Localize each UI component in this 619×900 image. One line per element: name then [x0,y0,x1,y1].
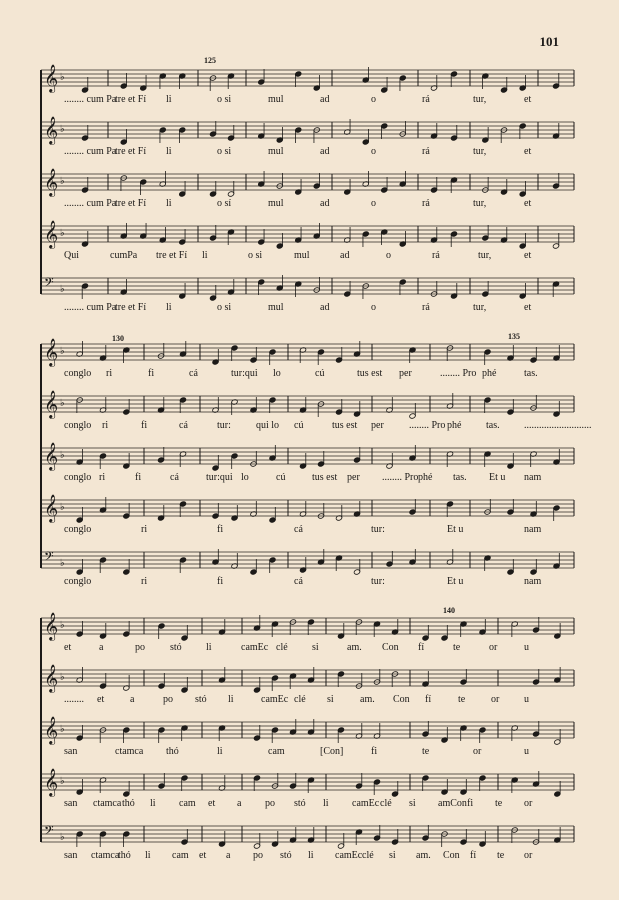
lyrics-line [38,798,574,812]
lyric-syllable: si [389,850,396,861]
lyric-syllable: san [64,850,78,861]
page-number: 101 [539,34,559,49]
lyric-syllable: cá [294,524,303,535]
bass-clef-icon: 𝄢 [44,823,54,841]
flat-key-signature-icon: ♭ [60,398,65,409]
lyric-syllable: ad [320,302,330,313]
lyric-syllable: cú [315,368,325,379]
treble-clef-icon: 𝄞 [44,64,59,92]
lyric-syllable: Et u [447,524,464,535]
lyric-syllable: conglo [64,420,92,431]
treble-clef-icon: 𝄞 [44,168,59,196]
lyric-syllable: ad [340,250,350,261]
lyric-syllable: nam [524,472,542,483]
lyric-syllable: cam [268,746,285,757]
lyric-syllable: cam [172,850,189,861]
lyric-syllable: o [371,94,376,105]
lyric-syllable: mul [268,302,284,313]
lyric-syllable: tre et Fí [115,198,147,209]
lyric-syllable: fi [148,368,155,379]
lyrics-line [38,368,574,382]
lyric-syllable: stó [294,798,306,809]
lyric-syllable: ri [99,472,106,483]
lyric-syllable: li [323,798,329,809]
lyric-syllable: am. [416,850,431,861]
lyric-syllable: li [217,746,223,757]
lyric-syllable: tre et Fí [156,250,188,261]
lyric-syllable: ........ Pro [382,472,419,483]
flat-key-signature-icon: ♭ [60,724,65,735]
staff-lines [38,600,574,850]
lyrics-line [38,694,574,708]
lyric-syllable: san [64,798,78,809]
lyric-syllable: fi [217,576,224,587]
lyric-syllable: am. [347,642,362,653]
lyric-syllable: et [524,94,532,105]
flat-key-signature-icon: ♭ [60,832,65,843]
lyric-syllable: mul [268,198,284,209]
lyric-syllable: or [524,798,533,809]
lyric-syllable: rá [422,198,430,209]
lyric-syllable: camEc [241,642,269,653]
lyric-syllable: or [489,642,498,653]
lyric-syllable: stó [195,694,207,705]
lyric-syllable: lo [241,472,249,483]
measure-number: 130 [112,334,124,343]
lyric-syllable: conglo [64,576,92,587]
lyric-syllable: stó [170,642,182,653]
lyric-syllable: li [145,850,151,861]
lyric-syllable: mul [294,250,310,261]
lyrics-line [38,94,574,108]
lyric-syllable: u [524,746,529,757]
treble-clef-icon: 𝄞 [44,664,59,692]
lyric-syllable: ad [320,146,330,157]
lyric-syllable: po [163,694,173,705]
lyric-syllable: po [253,850,263,861]
lyric-syllable: per [371,420,384,431]
lyric-syllable: ........ [64,694,84,705]
lyric-syllable: ........ cum Pa [64,302,117,313]
lyric-syllable: clé [380,798,392,809]
lyric-syllable: cam [179,798,196,809]
lyric-syllable: [Con] [320,746,344,757]
lyric-syllable: nam [524,524,542,535]
lyric-syllable: thó [166,746,179,757]
measure-number: 125 [204,56,216,65]
lyric-syllable: cumPa [110,250,138,261]
lyrics-line [38,472,574,486]
lyric-syllable: li [202,250,208,261]
flat-key-signature-icon: ♭ [60,284,65,295]
treble-clef-icon: 𝄞 [44,612,59,640]
lyric-syllable: ad [320,198,330,209]
lyric-syllable: rá [432,250,440,261]
lyric-syllable: ri [141,524,148,535]
lyric-syllable: tus est [332,420,358,431]
lyric-syllable: camEc [335,850,363,861]
lyric-syllable: Qui [64,250,79,261]
lyric-syllable: te [497,850,505,861]
lyric-syllable: li [166,146,172,157]
lyric-syllable: cú [294,420,304,431]
treble-clef-icon: 𝄞 [44,716,59,744]
measure-number: 140 [443,606,455,615]
flat-key-signature-icon: ♭ [60,620,65,631]
lyric-syllable: rá [422,302,430,313]
lyric-syllable: et [524,250,532,261]
lyric-syllable: qui lo [256,420,280,431]
lyric-syllable: fi [217,524,224,535]
lyric-syllable: ctamca [91,850,120,861]
lyric-syllable: tas. [486,420,500,431]
lyric-syllable: conglo [64,524,92,535]
lyric-syllable: per [399,368,412,379]
lyric-syllable: o [386,250,391,261]
lyric-syllable: li [228,694,234,705]
lyric-syllable: cá [170,472,179,483]
lyric-syllable: u [524,642,529,653]
lyric-syllable: te [495,798,503,809]
lyric-syllable: et [524,146,532,157]
lyric-syllable: o [371,146,376,157]
bass-clef-icon: 𝄢 [44,549,54,567]
lyric-syllable: tur, [473,146,487,157]
lyric-syllable: fí [418,642,425,653]
lyric-syllable: clé [294,694,306,705]
lyrics-line [38,642,574,656]
lyrics-line [38,302,574,316]
lyric-syllable: si [327,694,334,705]
flat-key-signature-icon: ♭ [60,124,65,135]
lyric-syllable: clé [362,850,374,861]
lyric-syllable: or [473,746,482,757]
flat-key-signature-icon: ♭ [60,228,65,239]
lyrics-line [38,250,574,264]
lyric-syllable: phé [482,368,497,379]
lyrics-line [38,746,574,760]
lyric-syllable: o si [217,302,232,313]
flat-key-signature-icon: ♭ [60,502,65,513]
lyric-syllable: ctamca [93,798,122,809]
lyric-syllable: fi [467,798,474,809]
lyric-syllable: Et u [489,472,506,483]
lyric-syllable: ri [141,576,148,587]
lyric-syllable: thó [118,850,131,861]
lyric-syllable: tur, [473,198,487,209]
lyric-syllable: li [150,798,156,809]
treble-clef-icon: 𝄞 [44,768,59,796]
lyric-syllable: tur: [371,524,385,535]
lyric-syllable: li [166,198,172,209]
lyric-syllable: Con [382,642,399,653]
lyric-syllable: cú [276,472,286,483]
lyric-syllable: camEc [261,694,289,705]
lyrics-line [38,198,574,212]
lyric-syllable: a [130,694,135,705]
lyric-syllable: li [166,302,172,313]
lyric-syllable: mul [268,94,284,105]
flat-key-signature-icon: ♭ [60,346,65,357]
lyric-syllable: nam [524,576,542,587]
lyric-syllable: san [64,746,78,757]
lyric-syllable: fi [371,746,378,757]
treble-clef-icon: 𝄞 [44,442,59,470]
lyric-syllable: li [308,850,314,861]
lyric-syllable: ........ cum Pa [64,94,117,105]
lyric-syllable: tre et Fí [115,94,147,105]
lyric-syllable: tus est [312,472,338,483]
lyric-syllable: o si [217,94,232,105]
lyric-syllable: o si [217,146,232,157]
lyric-syllable: li [166,94,172,105]
treble-clef-icon: 𝄞 [44,390,59,418]
lyric-syllable: ad [320,94,330,105]
lyric-syllable: Con [393,694,410,705]
lyric-syllable: ctamca [115,746,144,757]
lyric-syllable: te [458,694,466,705]
lyric-syllable: tas. [524,368,538,379]
lyric-syllable: am. [360,694,375,705]
lyric-syllable: si [409,798,416,809]
lyric-syllable: tur: [371,576,385,587]
flat-key-signature-icon: ♭ [60,776,65,787]
lyric-syllable: tur:qui [231,368,258,379]
lyric-syllable: tur:qui [206,472,233,483]
lyric-syllable: camEc [352,798,380,809]
lyric-syllable: Con [443,850,460,861]
treble-clef-icon: 𝄞 [44,220,59,248]
lyric-syllable: tre et Fí [115,302,147,313]
lyric-syllable: et [524,198,532,209]
lyric-syllable: lo [273,368,281,379]
lyric-syllable: cá [294,576,303,587]
score-system-3 [38,600,574,861]
lyric-syllable: ........ Pro [409,420,446,431]
lyric-syllable: a [237,798,242,809]
lyrics-line [38,524,574,538]
bass-clef-icon: 𝄢 [44,275,54,293]
lyric-syllable: o [371,198,376,209]
lyrics-line [38,420,592,434]
lyric-syllable: et [97,694,105,705]
lyric-syllable: ........ Pro [440,368,477,379]
lyric-syllable: ri [102,420,109,431]
lyric-syllable: o [371,302,376,313]
lyric-syllable: po [135,642,145,653]
lyric-syllable: et [64,642,72,653]
lyric-syllable: tur: [217,420,231,431]
lyric-syllable: et [208,798,216,809]
lyric-syllable: ........................... [524,420,592,431]
lyric-syllable: cá [179,420,188,431]
treble-clef-icon: 𝄞 [44,338,59,366]
lyric-syllable: tas. [453,472,467,483]
lyric-syllable: li [206,642,212,653]
lyric-syllable: cá [189,368,198,379]
lyric-syllable: Et u [447,576,464,587]
lyric-syllable: tur, [478,250,492,261]
lyric-syllable: a [226,850,231,861]
lyric-syllable: or [491,694,500,705]
lyric-syllable: tus est [357,368,383,379]
lyric-syllable: te [453,642,461,653]
flat-key-signature-icon: ♭ [60,176,65,187]
lyric-syllable: a [99,642,104,653]
lyric-syllable: ........ cum Pa [64,146,117,157]
lyrics-line [38,146,574,160]
lyric-syllable: et [524,302,532,313]
lyric-syllable: fí [425,694,432,705]
lyric-syllable: te [422,746,430,757]
flat-key-signature-icon: ♭ [60,672,65,683]
lyric-syllable: stó [280,850,292,861]
lyric-syllable: phé [447,420,462,431]
lyrics-line [38,576,574,590]
lyric-syllable: o si [248,250,263,261]
flat-key-signature-icon: ♭ [60,450,65,461]
lyric-syllable: conglo [64,368,92,379]
flat-key-signature-icon: ♭ [60,558,65,569]
lyric-syllable: tur, [473,302,487,313]
lyric-syllable: fí [470,850,477,861]
lyric-syllable: ........ cum Pa [64,198,117,209]
lyric-syllable: mul [268,146,284,157]
measure-number: 135 [508,332,520,341]
lyric-syllable: ri [106,368,113,379]
lyric-syllable: tur, [473,94,487,105]
lyric-syllable: u [524,694,529,705]
lyrics-line [38,850,574,864]
lyric-syllable: o sí [217,198,232,209]
score-system-2 [38,330,592,587]
lyric-syllable: tre et Fí [115,146,147,157]
lyric-syllable: po [265,798,275,809]
lyric-syllable: rá [422,94,430,105]
treble-clef-icon: 𝄞 [44,494,59,522]
lyric-syllable: phé [418,472,433,483]
lyric-syllable: per [347,472,360,483]
lyric-syllable: et [199,850,207,861]
lyric-syllable: or [524,850,533,861]
lyric-syllable: amCon [438,798,467,809]
lyric-syllable: fi [135,472,142,483]
lyric-syllable: si [312,642,319,653]
lyric-syllable: conglo [64,472,92,483]
treble-clef-icon: 𝄞 [44,116,59,144]
flat-key-signature-icon: ♭ [60,72,65,83]
score-system-1 [38,56,574,313]
lyric-syllable: fi [141,420,148,431]
lyric-syllable: clé [276,642,288,653]
lyric-syllable: rá [422,146,430,157]
lyric-syllable: thó [122,798,135,809]
